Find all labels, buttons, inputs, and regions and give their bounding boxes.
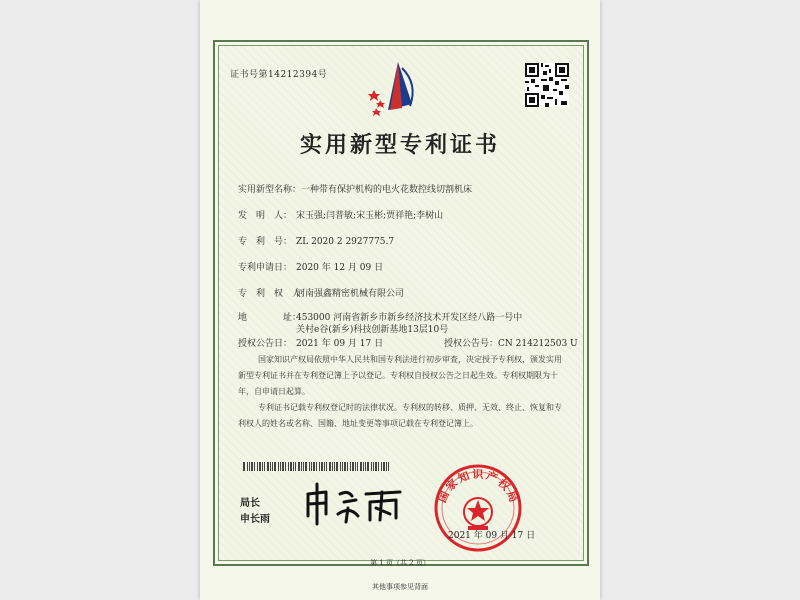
field-utility-model-name — [238, 184, 472, 196]
field-value: 2021 年 09 月 17 日 — [296, 339, 384, 349]
svg-text:国家知识产权局: 国家知识产权局 — [435, 467, 522, 506]
cnipa-logo-icon — [368, 60, 424, 120]
certificate-number: 证书号第14212394号 — [230, 70, 328, 80]
field-label: 授权公告号： — [444, 339, 499, 349]
field-value: 453000 河南省新乡市新乡经济技术开发区经八路一号中 — [296, 313, 523, 323]
field-label: 专 利 权 人： — [238, 289, 311, 299]
field-value: 关村e谷(新乡)科技创新基地13层10号 — [296, 325, 449, 335]
field-patentee — [238, 288, 404, 300]
field-label: 专利申请日： — [238, 263, 293, 273]
paragraph-line: 新型专利证书并在专利登记簿上予以登记。专利权自授权公告之日起生效。专利权期限为十 — [238, 371, 558, 380]
signature-name: 申长雨 — [240, 514, 270, 525]
field-value: 2020 年 12 月 09 日 — [296, 263, 384, 273]
field-label: 专 利 号： — [238, 237, 293, 247]
certificate-title: 实用新型专利证书 — [299, 132, 500, 158]
field-application-date — [238, 262, 383, 274]
paragraph-line: 专利证书记载专利权登记时的法律状况。专利权的转移、质押、无效、终止、恢复和专 — [258, 403, 562, 412]
field-label: 授权公告日： — [238, 339, 293, 349]
page-number: 第 1 页（共 2 页） — [370, 559, 430, 567]
field-grant-date — [238, 338, 383, 350]
field-value: 宋玉强;闫普敏;宋玉彬;贾祥艳;李树山 — [296, 211, 444, 221]
field-address-line2 — [296, 324, 448, 336]
field-address — [238, 312, 522, 324]
field-announcement-number — [444, 338, 578, 350]
barcode-strip-icon — [243, 462, 390, 471]
field-value: 河南强鑫精密机械有限公司 — [296, 289, 405, 299]
field-inventors — [238, 210, 443, 222]
field-value: ZL 2020 2 2927775.7 — [296, 237, 395, 247]
signature-role: 局长 — [240, 498, 260, 509]
field-value: CN 214212503 U — [498, 339, 578, 349]
seal-date: 2021 年 09 月 17 日 — [448, 531, 536, 541]
paragraph-line: 国家知识产权局依照中华人民共和国专利法进行初步审查，决定授予专利权，颁发实用 — [258, 355, 562, 364]
field-patent-number — [238, 236, 394, 248]
qr-code-icon — [525, 63, 569, 107]
back-notice: 其他事项参见背面 — [372, 583, 428, 591]
handwritten-signature-icon — [300, 480, 410, 528]
field-value: 一种带有保护机构的电火花数控线切割机床 — [301, 185, 473, 195]
field-label: 地 址： — [238, 313, 302, 323]
field-label: 实用新型名称： — [238, 185, 302, 195]
paragraph-line: 利权人的姓名或名称、国籍、地址变更等事项记载在专利登记簿上。 — [238, 419, 478, 428]
paragraph-line: 年，自申请日起算。 — [238, 387, 310, 396]
field-label: 发 明 人： — [238, 211, 293, 221]
